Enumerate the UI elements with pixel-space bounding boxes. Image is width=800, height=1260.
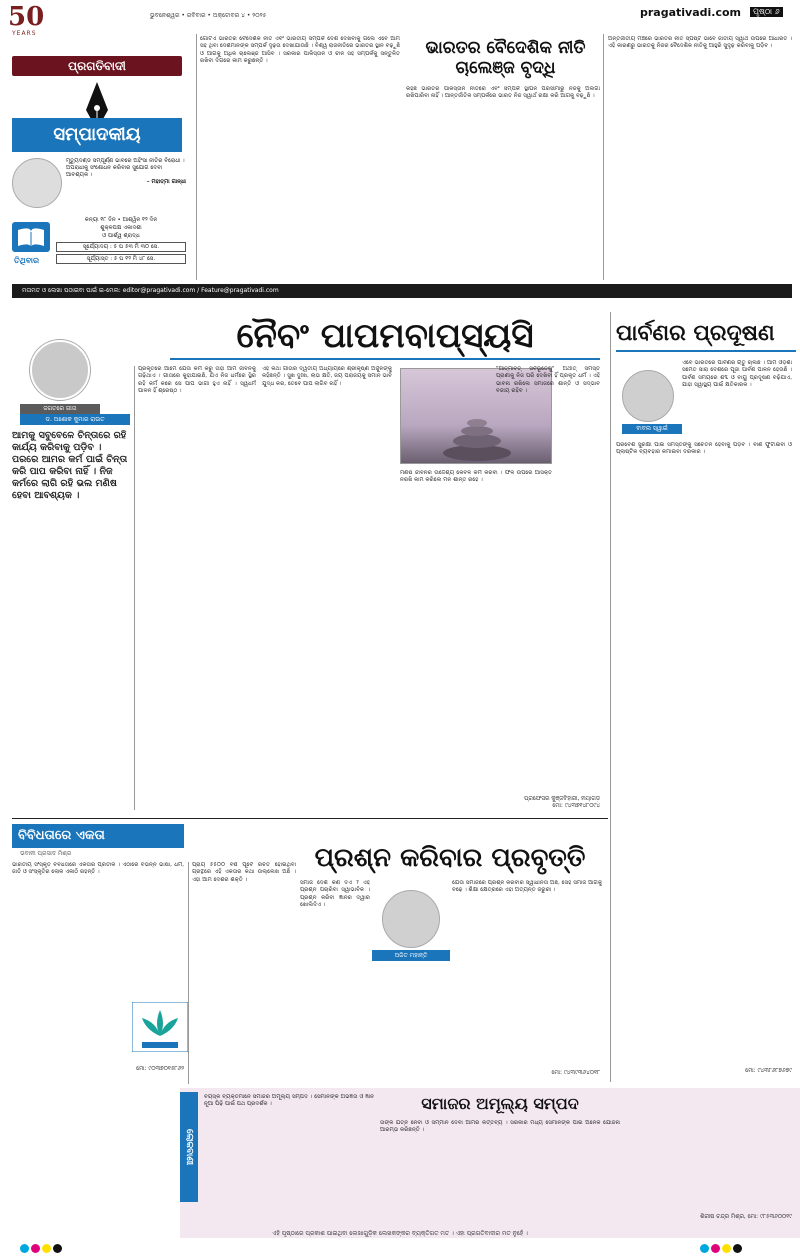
- sunrise-time: ସୂର୍ଯ୍ୟୋଦୟ : ୫ ଘ ୫୩ ମି ୩୦ ସେ.: [56, 242, 186, 252]
- lokabani-tab: ଲୋକବାଣୀ: [180, 1092, 198, 1202]
- parva-author-photo: [622, 370, 674, 422]
- foreign-col-1: ଗୋଟିଏ ଭାରତର ବୈଦେଶିକ ନୀତି ଏବଂ ଭାରତୀୟ ସମ୍ପର୍କ ଦେଶ ଦେଖିବାକୁ ଗଲେ ଏବେ ଆମ ସହ ଥିବା ଦେଶମାନଙ୍କ ସମ୍ପର୍କ ଦୃଢ଼ତା ଦେଖାଯାଉଛି । ବିଶ୍ୱ ରାଜନୀତିରେ ଭାରତର ସ୍ଥାନ ବଢ଼ୁଛି ଓ ଆଗକୁ ଅଧିକ ଚାଲେଞ୍ଜ ଆସିବ । ସରକାର ପାକିସ୍ତାନ ଓ ଚୀନ ସହ ସମ୍ପର୍କକୁ ସନ୍ତୁଳିତ ରଖିବା ଦିଗରେ କାମ କରୁଛନ୍ତି ।: [200, 36, 400, 65]
- samajar-headline: ସମାଜର ଅମୂଲ୍ୟ ସମ୍ପଦ: [421, 1094, 579, 1113]
- pull-quote: ଆମକୁ ସବୁବେଳେ ଚିନ୍ତାରେ ରହି କାର୍ଯ୍ୟ କରିବାକୁ ପଡ଼ିବ । ପରରେ ଆମର କର୍ମ ପାଇଁ ଚିନ୍ତା କରି ପାପ କରିବା ନାହିଁ । ନିଜ କର୍ମରେ ଲାଗି ରହି ଭଲ ମଣିଷ ହେବା ଆବଶ୍ୟକ ।: [12, 430, 128, 501]
- column-tag: ଜଗତରେ ଗୀତା: [20, 404, 100, 414]
- bibidhata-author: ଭବାନୀ ପ୍ରସାଦ ମିଶ୍ର: [20, 850, 72, 857]
- prashna-author-photo: [382, 890, 440, 948]
- gandhi-quote-text: ମୃତ୍ୟୁଦଣ୍ଡ ସମ୍ପୂର୍ଣ୍ଣ ଭାବରେ ଅହିଂସା ନୀତିର ବିରୋଧୀ । ଅପରାଧୀକୁ ସଂଶୋଧନ କରିବାର ସୁଯୋଗ ଦେବା ଆବଶ୍ୟକ ।: [66, 158, 185, 178]
- samajar-col-2: ତାଙ୍କ ଯତ୍ନ ନେବା ଓ ସମ୍ମାନ ଦେବା ଆମର କର୍ତ୍ତବ୍ୟ । ସରକାର ମଧ୍ୟ ସେମାନଙ୍କ ପାଇଁ ଅନେକ ଯୋଜନା ଆରମ୍ଭ କରିଛନ୍ତି ।: [380, 1120, 620, 1134]
- foreign-col-2: କହିଛି ଭାରତର ପାକିସ୍ତାନ ନୀତିରେ ଏବଂ ସମ୍ପର୍କ ସ୍ଥାପନ ପରିସୀମାରୁ ନିଜକୁ ଅଲଗା ରଖିପାରିବା ନାହିଁ । ଆନ୍ତର୍ଜାତିକ ସମ୍ପର୍କରେ ଭାରତ ନିଜ ସ୍ୱାର୍ଥ ରକ୍ଷା କରି ଆଗକୁ ବଢ଼ୁଛି ।: [406, 86, 600, 100]
- gandhi-quote: [66, 158, 186, 186]
- tithi-label: ତିଥିବାର: [14, 256, 40, 265]
- registration-marks: [20, 1244, 62, 1254]
- foreign-headline: ଭାରତର ବୈଦେଶିକ ନୀତି ଚାଲେଞ୍ଜ ବୃଦ୍ଧି: [425, 38, 586, 78]
- sunset-time: ସୂର୍ଯ୍ୟାସ୍ତ : ୫ ଘ ୧୨ ମି ୪୮ ସେ.: [56, 254, 186, 264]
- foreign-col-3: ଅନ୍ତର୍ଜାତୀୟ ମଞ୍ଚରେ ଭାରତର ନୀତି ସ୍ପଷ୍ଟ ଭାବେ ଜାତୀୟ ସ୍ୱାର୍ଥ ଉପରେ ଆଧାରିତ । ଏହି କାରଣରୁ ଭାରତକୁ ନିଜର ବୈଦେଶିକ ନୀତିକୁ ଆହୁରି ସୁଦୃଢ଼ କରିବାକୁ ପଡ଼ିବ ।: [608, 36, 792, 50]
- prashna-author-name: ଅଜିତ ମହାନ୍ତି: [372, 950, 450, 961]
- gandhi-quote-attribution: – ମହାତ୍ମା ଗାନ୍ଧୀ: [146, 179, 186, 185]
- tithi-panel: [56, 216, 186, 264]
- bibidhata-col-2: ପ୍ରାୟ ୫୫୦୦ ବର୍ଷ ପୂର୍ବେ ରଚିତ ହୋଇଥିବା ଗ୍ରନ୍ଥରେ ଏହି ଏକତାର କଥା ଉଲ୍ଲେଖ ଅଛି । ଏହା ଆମ ଦେଶର ଶକ୍ତି ।: [192, 862, 296, 883]
- page-number: ପୃଷ୍ଠା ୬: [750, 7, 783, 17]
- anniversary-label: YEARS: [12, 30, 37, 37]
- main-col-4-text: "ଆତ୍ମାବତ୍ ସର୍ବଭୂତେଷୁ" ଅର୍ଥାତ୍ ସମସ୍ତ ପ୍ରାଣୀକୁ ନିଜ ପରି ଦେଖିବା ହିଁ ପ୍ରକୃତ ଧର୍ମ । ଏହି ଭାବନା ରଖିଲେ ସମାଜରେ ଶାନ୍ତି ଓ ସଦ୍ଭାବ ବଜାୟ ରହିବ ।: [496, 366, 600, 395]
- prashna-col-2: ଯେଉଁ ସମାଜରେ ପ୍ରଶ୍ନ କରିବାର ସ୍ୱାଧୀନତା ଅଛି, ସେହି ସମାଜ ଆଗକୁ ବଢ଼େ । ଶିକ୍ଷା କ୍ଷେତ୍ରରେ ଏହା ଅତ୍ୟନ୍ତ ଜରୁରୀ ।: [452, 880, 602, 894]
- prashna-headline: ପ୍ରଶ୍ନ କରିବାର ପ୍ରବୃତ୍ତି: [314, 843, 586, 873]
- main-col-1: ପ୍ରକୃତରେ ଆମେ ଯେଉଁ କର୍ମ କରୁ ତାହା ଆମ ଜୀବନକୁ ଗଢ଼ିଥାଏ । ଗୀତାରେ କୁହାଯାଇଛି, ଯିଏ ନିଜ ଧର୍ମରେ ସ୍ଥିର ରହି କର୍ମ କରେ ସେ ପାପ ଭାଗୀ ହୁଏ ନାହିଁ । ସ୍ୱଧର୍ମ ପାଳନ ହିଁ ଶ୍ରେଷ୍ଠ ।: [138, 366, 256, 395]
- main-signoff-phone: ମୋ: ୯୪୩୭୧୪୮୦୯୪: [552, 803, 600, 809]
- date-line: ଭୁବନେଶ୍ୱର • ରବିବାର • ଅକ୍ଟୋବର ୪ • ୨୦୨୫: [150, 12, 267, 19]
- footer-note: ଏହି ପୃଷ୍ଠାରେ ପ୍ରକାଶ ପାଇଥିବା ଲେଖାଗୁଡ଼ିକ ଲେଖକଙ୍କର ବ୍ୟକ୍ତିଗତ ମତ । ଏହା ପ୍ରଗତିବାଦୀର ମତ ନୁହେଁ ।: [272, 1230, 528, 1237]
- column-divider: [134, 366, 135, 810]
- main-col-2: ଏହି କଥା ଗୀତାର ଦ୍ୱିତୀୟ ଅଧ୍ୟାୟରେ ଶ୍ରୀକୃଷ୍ଣ ଅର୍ଜୁନଙ୍କୁ କହିଛନ୍ତି । ସୁଖ ଦୁଃଖ, ଲାଭ କ୍ଷତି, ଜୟ ପରାଜୟକୁ ସମାନ ଭାବି ଯୁଦ୍ଧ କର, ତେବେ ପାପ ଲାଗିବ ନାହିଁ ।: [262, 366, 392, 387]
- parva-author-name: ବାବଲ ସ୍ୱାଇଁ: [622, 424, 682, 434]
- column-divider: [603, 34, 604, 280]
- prashna-signoff: ମୋ: ୯୪୩୯୩୬୪୦୧୮: [551, 1070, 600, 1076]
- column-divider: [188, 862, 189, 1084]
- bibidhata-col-1: ଭାରତୀୟ ସଂସ୍କୃତି ବିବିଧତାରେ ଏକତାର ପ୍ରତୀକ । ଏଠାରେ ବିଭିନ୍ନ ଭାଷା, ଧର୍ମ, ଜାତି ଓ ସଂସ୍କୃତିର ଲୋକ ଏକାଠି ରହନ୍ତି ।: [12, 862, 184, 876]
- main-signoff-name: ପ୍ରଫେସର କୁଞ୍ଜବିହାରୀ, ନୟାଗଡ଼: [524, 796, 600, 802]
- section-divider: [12, 818, 608, 819]
- masthead: ପ୍ରଗତିବାଦୀ: [12, 56, 182, 76]
- column-divider: [610, 312, 611, 1082]
- samajar-signoff: ଶିରୀଷ ଚନ୍ଦ୍ର ମିଶ୍ର, ମୋ: ୯୮୫୩୬୦୦୧୯: [700, 1214, 792, 1220]
- tithi-line-2: ଶୁକ୍ଳପକ୍ଷ ଏକାଦଶୀ: [100, 225, 142, 231]
- site-header: [600, 6, 790, 20]
- parva-signoff: ମୋ: ୯୪୩୮୬୮୭୬୭୯: [745, 1068, 792, 1074]
- book-icon: [12, 222, 50, 252]
- section-title: ସମ୍ପାଦକୀୟ: [12, 118, 182, 152]
- tithi-line-3: ଓ ପାର୍ଶ୍ୱ ଶ୍ରାଦ୍ଧ: [102, 233, 140, 239]
- parva-headline: ପାର୍ବଣର ପ୍ରଦୂଷଣ: [616, 316, 796, 352]
- lotus-icon: [132, 1002, 188, 1052]
- author-photo: [30, 340, 90, 400]
- tithi-line-1: କନ୍ୟା ୧୮ ଦିନ • ଆଶ୍ୱିନ ୧୨ ଦିନ: [84, 217, 158, 223]
- samajar-col-1: ବୟସ୍କ ବ୍ୟକ୍ତିମାନେ ସମାଜର ଅମୂଲ୍ୟ ସମ୍ପଦ । ସେମାନଙ୍କ ଅଭିଜ୍ଞତା ଓ ଜ୍ଞାନ ନୂଆ ପିଢ଼ି ପାଇଁ ପଥ ପ୍ରଦର୍ଶକ ।: [204, 1094, 374, 1108]
- main-signoff: [440, 796, 600, 810]
- registration-marks: [700, 1244, 742, 1254]
- bibidhata-headline: ବିବିଧତାରେ ଏକତା: [12, 824, 184, 848]
- site-name[interactable]: pragativadi.com: [640, 6, 742, 19]
- main-col-4: [496, 366, 600, 796]
- prashna-col-1: ସମାଜ ଦେଶ କଣ ଦିଏ ? ଏହି ପ୍ରଶ୍ନ ପଚାରିବା ସ୍ୱାଭାବିକ । ପ୍ରଶ୍ନ କରିବା ଜ୍ଞାନର ଦ୍ୱାର ଖୋଲିଦିଏ ।: [300, 880, 370, 909]
- contact-bar[interactable]: ମତାମତ ଓ ଲେଖା ପଠାଇବା ପାଇଁ ଇ-ମେଲ: editor@pragativadi.com / Feature@pragativadi.com: [12, 284, 792, 298]
- column-divider: [196, 34, 197, 280]
- author-name: ଡ. ଅଶୋକ କୁମାର ରାଉତ: [20, 414, 130, 425]
- parva-col-2: ପରିବେଶ ସୁରକ୍ଷା ପାଇଁ ସମସ୍ତଙ୍କୁ ସଚେତନ ହେବାକୁ ପଡ଼ିବ । ବାଣ ଫୁଟାଇବା ଓ ପ୍ଲାଷ୍ଟିକ ବ୍ୟବହାର କମାଇବା ଦରକାର ।: [616, 442, 792, 456]
- parva-col-1a: ଏବେ ଭାରତରେ ପାର୍ବଣର ଋତୁ ଚାଲିଛି । ଆମ ଓଡ଼ିଶା ସମେତ ସାରା ଦେଶରେ ପୂଜା ପାର୍ବଣ ପାଳନ ହେଉଛି । ପାର୍ବଣ ସମୟରେ ଶବ୍ଦ ଓ ବାୟୁ ପ୍ରଦୂଷଣ ବଢ଼ିଯାଏ, ଯାହା ସ୍ୱାସ୍ଥ୍ୟ ପାଇଁ କ୍ଷତିକାରକ ।: [682, 360, 792, 389]
- gandhi-portrait: [12, 158, 62, 208]
- anniversary-number: 50: [8, 2, 45, 32]
- main-headline: ନୈବଂ ପାପମବାପ୍ସ୍ୟସି: [170, 312, 600, 360]
- bibidhata-signoff: ମୋ: ୯୦୩୭୦୧୫୮୬୨: [136, 1066, 184, 1072]
- main-col-3: ମଣିଷ ଜୀବନର ଉଦ୍ଦେଶ୍ୟ କେବଳ କର୍ମ କରିବା । ଫଳ ଉପରେ ଆସକ୍ତି ନରଖି କାମ କରିଲେ ମନ ଶାନ୍ତ ରହେ ।: [400, 470, 552, 484]
